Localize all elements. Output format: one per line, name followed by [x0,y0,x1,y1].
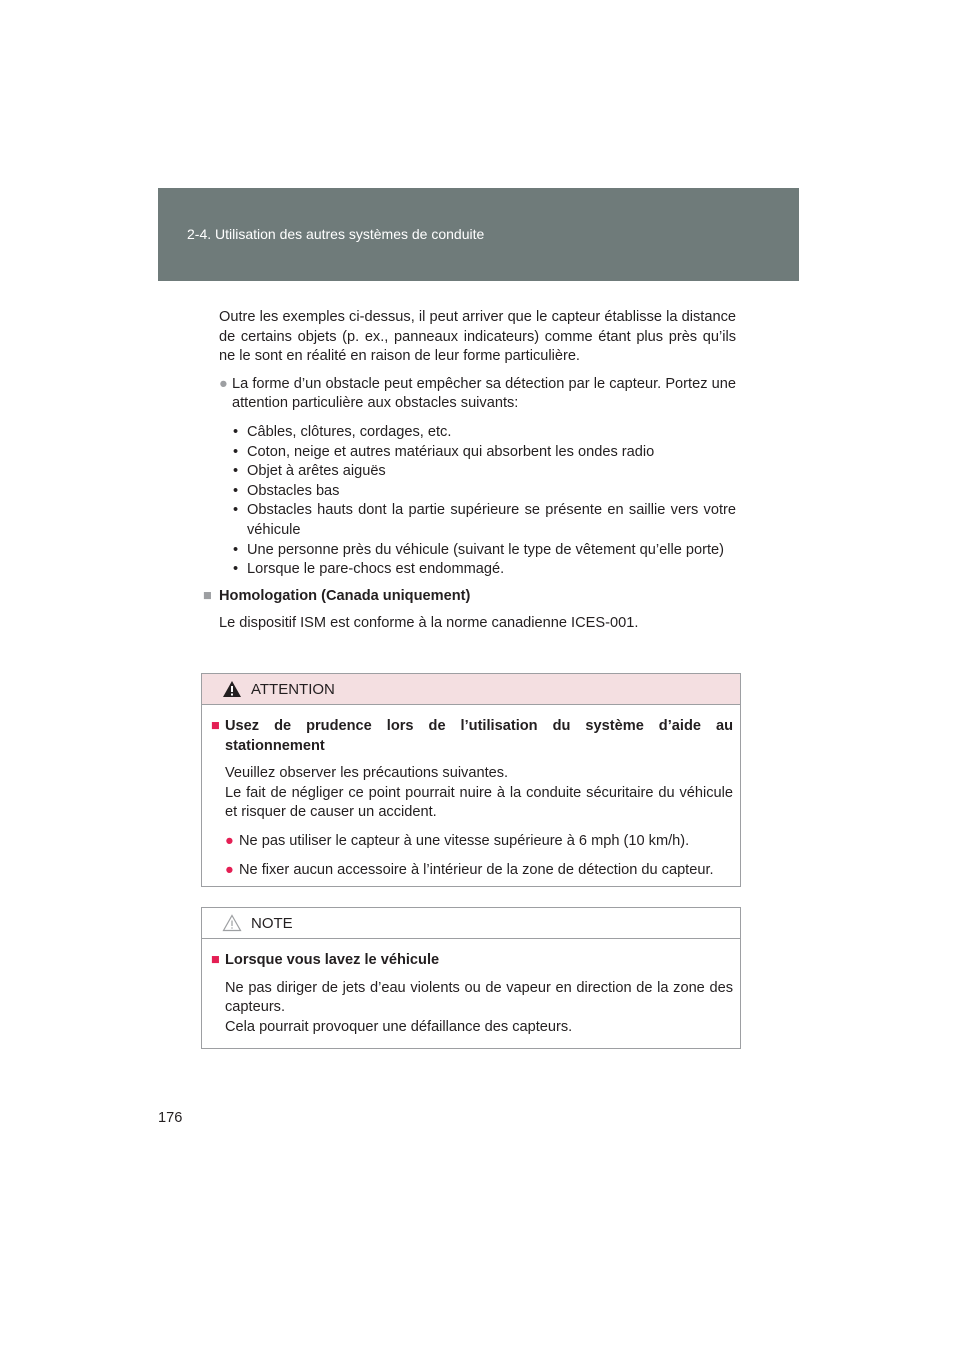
note-header [202,908,740,939]
square-bullet-icon: ■ [203,587,212,604]
square-bullet-icon: ■ [211,718,220,734]
list-bullet-icon: • [233,502,239,519]
note-label: NOTE [251,915,293,932]
list-item: • Objet à arêtes aiguës [233,462,736,482]
bullet-item [219,375,736,414]
attention-line1: Veuillez observer les précautions suivantes. [225,765,509,782]
list-item: • Coton, neige et autres matériaux qui absorbent les ondes radio [233,443,736,463]
homologation-text: Le dispositif ISM est conforme à la norme canadienne ICES-001. [219,615,639,632]
attention-header [202,674,740,705]
list-bullet-icon: • [233,443,239,460]
warning-triangle-outline-icon [222,914,242,937]
attention-label: ATTENTION [251,681,335,698]
note-body [202,939,740,1051]
bullet-dot-icon: ● [225,861,234,878]
list-item: • Lorsque le pare-chocs est endommagé. [233,560,736,580]
list-item: • Obstacles hauts dont la partie supérieure se présente en saillie vers votre véhicule [233,502,736,538]
note-line2: Cela pourrait provoquer une défaillance des capteurs. [225,1018,573,1035]
list-item: • Une personne près du véhicule (suivant le type de vêtement qu’elle porte) [233,541,736,561]
page-number: 176 [158,1110,183,1126]
list-item: • Câbles, clôtures, cordages, etc. [233,423,736,443]
obstacle-list [233,423,736,580]
section-title: 2-4. Utilisation des autres systèmes de conduite [187,226,485,242]
list-bullet-icon: • [233,541,239,558]
attention-item: ● Ne pas utiliser le capteur à une vitesse supérieure à 6 mph (10 km/h). [225,832,733,852]
note-line1: Ne pas diriger de jets d’eau violents ou de vapeur en direction de la zone des capteurs. [225,979,733,1016]
intro-paragraph: Outre les exemples ci-dessus, il peut arriver que le capteur établisse la distance de certains objets (p. ex., panneaux indicateurs) comme étant plus près qu’ils ne le sont en réalité en raison de leur forme particulière. [219,309,736,365]
square-bullet-icon: ■ [211,952,220,968]
section-header-bar [158,188,799,281]
homologation-heading: ■ Homologation (Canada uniquement) [200,587,736,607]
attention-body [202,705,740,894]
warning-triangle-filled-icon [222,680,242,703]
bullet-text: La forme d’un obstacle peut empêcher sa détection par le capteur. Portez une attention particulière aux obstacles suivants: [232,375,736,412]
list-bullet-icon: • [233,423,239,440]
attention-item: ● Ne fixer aucun accessoire à l’intérieur de la zone de détection du capteur. [225,861,733,881]
attention-box [201,673,741,887]
list-bullet-icon: • [233,482,239,499]
note-box [201,907,741,1049]
note-title: ■ Lorsque vous lavez le véhicule [211,951,733,971]
attention-line2: Le fait de négliger ce point pourrait nuire à la conduite sécuritaire du véhicule et risquer de causer un accident. [225,784,733,821]
bullet-dot-icon: ● [225,832,234,849]
main-content [200,308,736,634]
attention-title: ■ Usez de prudence lors de l’utilisation du système d’aide au stationnement [211,718,733,754]
list-bullet-icon: • [233,561,239,578]
list-bullet-icon: • [233,463,239,480]
list-item: • Obstacles bas [233,482,736,502]
bullet-dot-icon: ● [219,375,228,392]
